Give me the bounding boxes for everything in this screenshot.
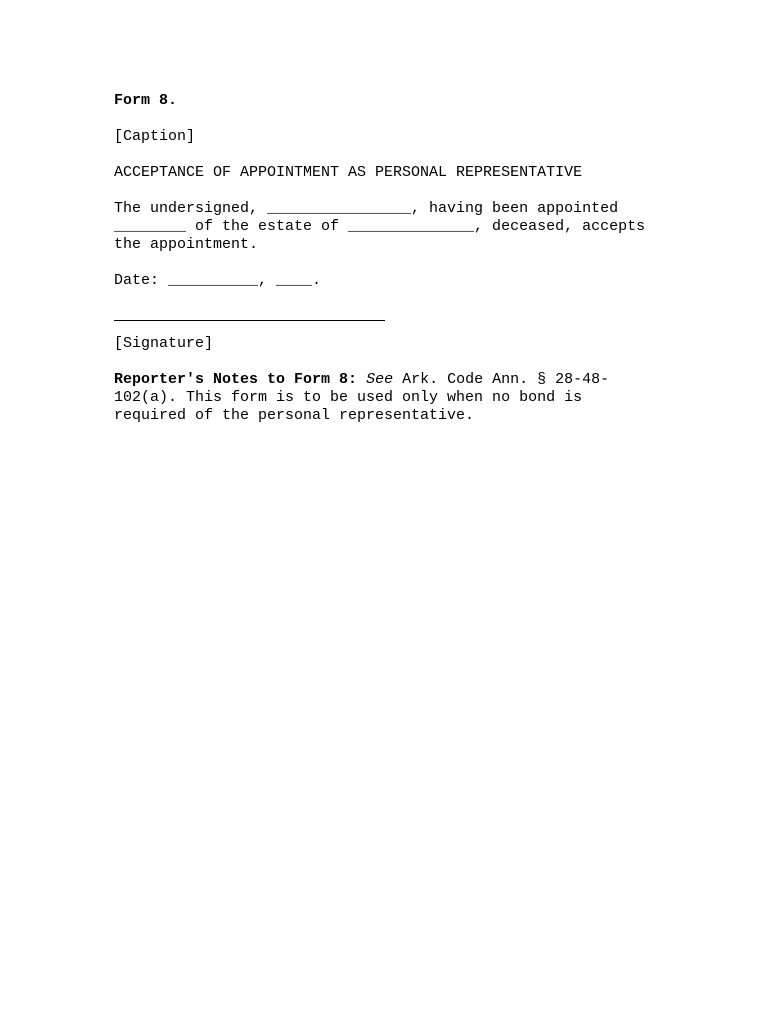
body-line-1: The undersigned, ________________, having been appointed	[114, 200, 619, 217]
body-paragraph	[114, 200, 674, 254]
document-page	[114, 92, 674, 425]
form-heading: Form 8.	[114, 92, 178, 109]
notes-line-1	[114, 371, 674, 389]
notes-label: Reporter's Notes to Form 8:	[114, 371, 358, 388]
signature-label: [Signature]	[114, 335, 214, 352]
date-line: Date: __________, ____.	[114, 272, 322, 289]
caption-placeholder: [Caption]	[114, 128, 196, 145]
document-title: ACCEPTANCE OF APPOINTMENT AS PERSONAL REPRESENTATIVE	[114, 164, 583, 181]
body-line-3: the appointment.	[114, 236, 259, 253]
body-line-2: ________ of the estate of ______________, deceased, accepts	[114, 218, 646, 235]
notes-line-2: 102(a). This form is to be used only when no bond is	[114, 389, 583, 406]
signature-line	[114, 320, 385, 321]
notes-see: See	[366, 371, 394, 388]
reporters-notes	[114, 371, 674, 425]
notes-citation: Ark. Code Ann. § 28-48-	[393, 371, 610, 388]
notes-line-3: required of the personal representative.	[114, 407, 475, 424]
